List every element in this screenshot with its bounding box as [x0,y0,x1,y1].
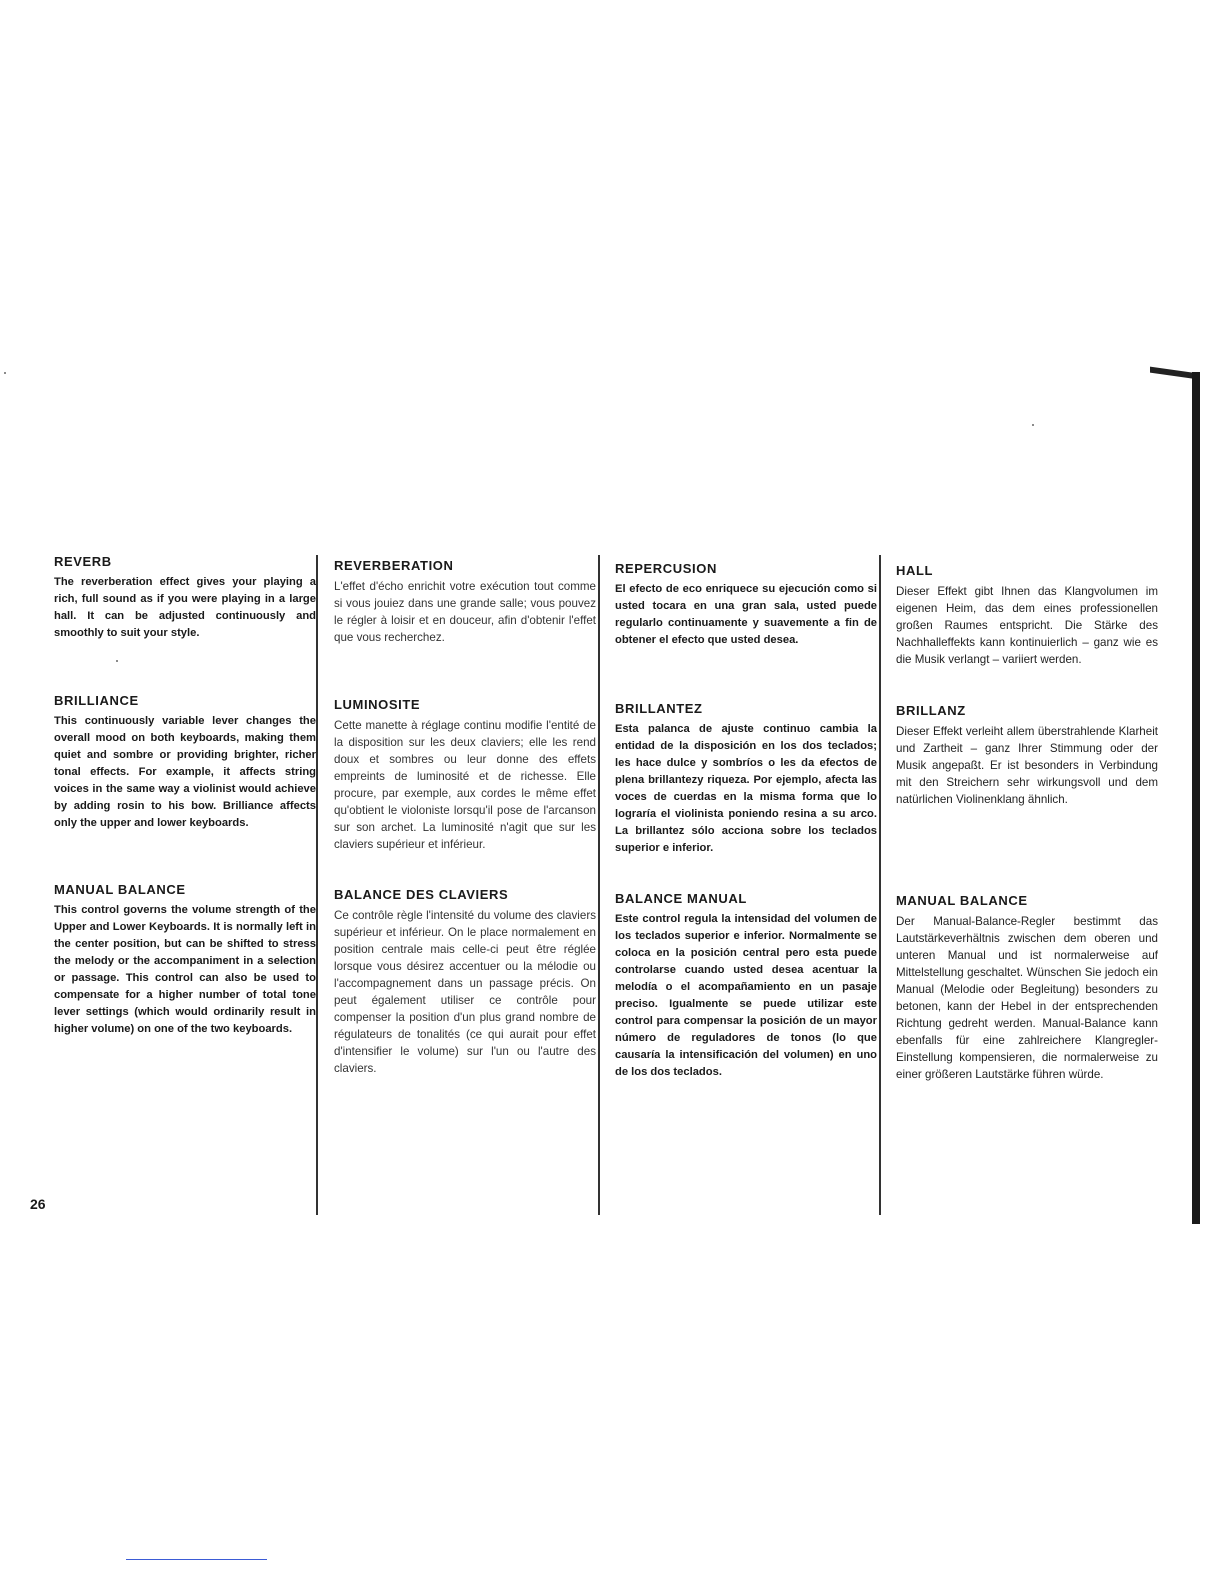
scan-line [126,1559,267,1560]
section-title: HALL [896,563,934,578]
binding-edge-top [1150,367,1198,380]
section-title: BALANCE DES CLAVIERS [334,887,509,902]
section-title: BALANCE MANUAL [615,891,747,906]
section-repercusion [615,561,877,649]
section-text: Dieser Effekt verleiht allem überstrahlende Klarheit und Zartheit – ganz Ihrer Stimmung oder der Musik angepaßt. Er ist besonders in Verbindung mit den Streichern sehr wirkungsvoll und dem natürlichen Violinenklang ähnlich. [896,725,1158,806]
section-balance-manual [615,891,877,1081]
column-divider [316,555,318,1215]
section-reverberation [334,558,596,646]
section-text: Cette manette à réglage continu modifie l'entité de la disposition sur les deux claviers; elle les rend doux et sombres ou leur donne des effets empreints de luminosité et de richesse. Elle procure, par exemple, aux cordes le même effet qu'obtient le violoniste lorsqu'il pose de l'arcanson sur son archet. La luminosité n'agit que sur les claviers supérieur et inférieur. [334,719,596,851]
section-balance-des-claviers [334,887,596,1077]
section-text: L'effet d'écho enrichit votre exécution tout comme si vous jouiez dans une grande salle; vous pouvez le régler à loisir et en douceur, afin d'obtenir l'effet que vous recherchez. [334,580,596,644]
column-divider [598,555,600,1215]
page-number: 26 [30,1196,46,1212]
section-reverb [54,554,316,642]
section-hall [896,563,1158,668]
section-text: Ce contrôle règle l'intensité du volume des claviers supérieur et inférieur. On le place normalement en position centrale mais celle-ci peut être réglée lorsque vous désirez accentuer ou la mélodie ou l'accompagnement dans un passage précis. On peut également utiliser ce contrôle pour compenser la position d'un plus grand nombre de régulateurs de tonalités (ce qui aurait pour effet d'intensifier le volume) sur l'un ou l'autre des claviers. [334,909,596,1075]
section-title: REVERB [54,554,112,569]
section-manual-balance [54,882,316,1038]
section-title: MANUAL BALANCE [896,893,1028,908]
section-text: This control governs the volume strength of the Upper and Lower Keyboards. It is normally left in the center position, but can be shifted to stress the melody or the accompaniment in a selection or passage. This control can also be used to compensate for a higher number of total tone lever settings (which would ordinarily result in higher volume) on one of the two keyboards. [54,904,316,1035]
section-brillantez [615,701,877,857]
column-divider [879,555,881,1215]
section-title: REVERBERATION [334,558,454,573]
section-title: BRILLANTEZ [615,701,703,716]
section-text: Este control regula la intensidad del volumen de los teclados superior e inferior. Normalmente se coloca en la posición central pero esta puede controlarse cuando usted desea acentuar la melodía o el acompañamiento en un pasaje preciso. Igualmente se puede utilizar este control para compensar la posición de un mayor número de reguladores de tonos (lo que causaría la intensificación del volumen) en uno de los dos teclados. [615,913,877,1078]
section-manual-balance-de [896,893,1158,1083]
section-text: This continuously variable lever changes the overall mood on both keyboards, making them quiet and sombre or providing brighter, richer tonal effects. For example, it affects string voices in the same way a violinist would achieve by adding rosin to his bow. Brilliance affects only the upper and lower keyboards. [54,715,316,829]
section-title: BRILLANZ [896,703,966,718]
section-title: MANUAL BALANCE [54,882,186,897]
section-title: LUMINOSITE [334,697,421,712]
section-brillanz [896,703,1158,808]
binding-edge [1192,372,1200,1224]
section-brilliance [54,693,316,832]
scan-speck [116,660,118,662]
section-luminosite [334,697,596,853]
scan-speck [4,372,6,374]
section-text: The reverberation effect gives your playing a rich, full sound as if you were playing in a large hall. It can be adjusted continuously and smoothly to suit your style. [54,576,316,639]
section-title: BRILLIANCE [54,693,139,708]
section-title: REPERCUSION [615,561,717,576]
section-text: Dieser Effekt gibt Ihnen das Klangvolumen im eigenen Heim, das dem eines professionellen großen Raumes entspricht. Die Stärke des Nachhalleffekts kann kontinuierlich – ganz wie es die Musik verlangt – variiert werden. [896,585,1158,666]
section-text: El efecto de eco enriquece su ejecución como si usted tocara en una gran sala, usted puede regularlo continuamente y suavemente a fin de obtener el efecto que usted desea. [615,583,877,646]
scan-speck [1032,424,1034,426]
section-text: Der Manual-Balance-Regler bestimmt das Lautstärkeverhältnis zwischen dem oberen und unteren Manual und ist normalerweise auf Mittelstellung geschaltet. Wünschen Sie jedoch ein Manual (Melodie oder Begleitung) besonders zu betonen, kann der Hebel in der entsprechenden Richtung gedreht werden. Manual-Balance kann ebenfalls für eine zahlreichere Klangregler-Einstellung kompensieren, die normalerweise zu einer größeren Lautstärke führen würde. [896,915,1158,1081]
section-text: Esta palanca de ajuste continuo cambia la entidad de la disposición en los dos teclados; les hace dulce y sombríos o les da efectos de plena brillantezy riqueza. Por ejemplo, afecta las voces de cuerdas en la misma forma que lo lograría el violinista poniendo resina a su arco. La brillantez sólo acciona sobre los teclados superior e inferior. [615,723,877,854]
